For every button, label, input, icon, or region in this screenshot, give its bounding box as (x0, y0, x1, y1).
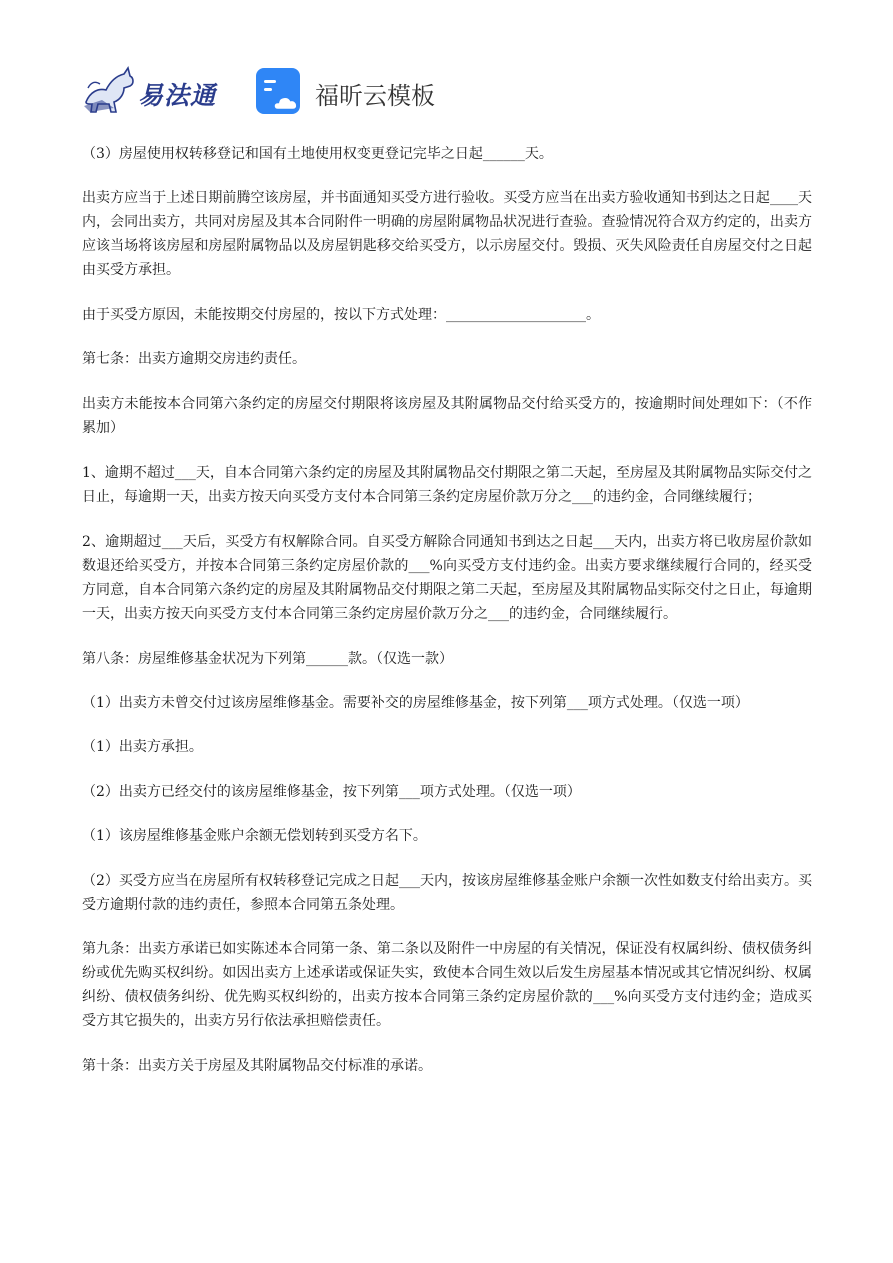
section-heading: 第八条：房屋维修基金状况为下列第______款。（仅选一款） (82, 651, 453, 667)
header (80, 62, 480, 122)
paragraph: 2、逾期超过___天后，买受方有权解除合同。自买受方解除合同通知书到达之日起___天内，出卖方将已收房屋价款如数退还给买受方，并按本合同第三条约定房屋价款的___%向买受方支付违约金。出卖方要求继续履行合同的，经买受方同意，自本合同第六条约定的房屋及其附属物品交付期限之第二天起，至房屋及其附属物品实际交付之日止，每逾期一天，出卖方按天向买受方支付本合同第三条约定房屋价款万分之___的违约金，合同继续履行。 (82, 534, 812, 622)
document-body (82, 142, 812, 1078)
foxit-cloud-icon (256, 68, 306, 118)
section-heading: 第十条：出卖方关于房屋及其附属物品交付标准的承诺。 (82, 1058, 432, 1074)
paragraph: （1）该房屋维修基金账户余额无偿划转到买受方名下。 (82, 828, 427, 844)
paragraph: （2）买受方应当在房屋所有权转移登记完成之日起___天内，按该房屋维修基金账户余额一次性如数支付给出卖方。买受方逾期付款的违约责任，参照本合同第五条处理。 (82, 873, 812, 913)
paragraph: （2）出卖方已经交付的该房屋维修基金，按下列第___项方式处理。（仅选一项） (82, 784, 581, 800)
section-heading: 第九条：出卖方承诺已如实陈述本合同第一条、第二条以及附件一中房屋的有关情况，保证没有权属纠纷、债权债务纠纷或优先购买权纠纷。如因出卖方上述承诺或保证失实，致使本合同生效以后发生房屋基本情况或其它情况纠纷、权属纠纷、债权债务纠纷、优先购买权纠纷的，出卖方按本合同第三条约定房屋价款的___%向买受方支付违约金；造成买受方其它损失的，出卖方另行依法承担赔偿责任。 (82, 941, 812, 1029)
paragraph: 1、逾期不超过___天，自本合同第六条约定的房屋及其附属物品交付期限之第二天起，至房屋及其附属物品实际交付之日止，每逾期一天，出卖方按天向买受方支付本合同第三条约定房屋价款万分之___的违约金，合同继续履行； (82, 465, 812, 505)
paragraph: 出卖方应当于上述日期前腾空该房屋，并书面通知买受方进行验收。买受方应当在出卖方验收通知书到达之日起____天内，会同出卖方，共同对房屋及其本合同附件一明确的房屋附属物品状况进行查验。查验情况符合双方约定的，出卖方应该当场将该房屋和房屋附属物品以及房屋钥匙移交给买受方，以示房屋交付。毁损、灭失风险责任自房屋交付之日起由买受方承担。 (82, 190, 812, 278)
paragraph: （3）房屋使用权转移登记和国有土地使用权变更登记完毕之日起______天。 (82, 146, 553, 162)
yifatong-logo-text: 易法通 (138, 81, 217, 110)
yifatong-logo (80, 62, 230, 118)
paragraph: 出卖方未能按本合同第六条约定的房屋交付期限将该房屋及其附属物品交付给买受方的，按逾期时间处理如下：（不作累加） (82, 396, 812, 436)
horse-icon (80, 62, 138, 118)
section-heading: 第七条：出卖方逾期交房违约责任。 (82, 351, 306, 367)
paragraph: （1）出卖方未曾交付过该房屋维修基金。需要补交的房屋维修基金，按下列第___项方式处理。（仅选一项） (82, 695, 749, 711)
paragraph: （1）出卖方承担。 (82, 739, 203, 755)
paragraph: 由于买受方原因，未能按期交付房屋的，按以下方式处理：____________________。 (82, 307, 600, 323)
foxit-template-logo-text: 福昕云模板 (315, 82, 435, 110)
